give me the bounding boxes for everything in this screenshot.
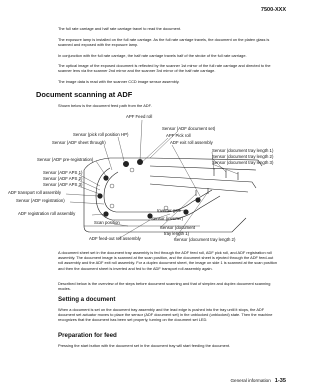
label-sensor-document-line2: tray length 1) [164,231,190,236]
label-adf-exit-roll-assembly: ADF exit roll assembly [170,140,213,145]
subsection-preparation-title: Preparation for feed [58,332,117,339]
label-adf-feed-out-roll-assembly: ADF feed-out roll assembly [89,236,141,241]
footer-section-name: General information [230,378,271,383]
label-sensor-adf-sheet-through: Sensor (ADF sheet through) [52,140,106,145]
page-number: 1-35 [274,378,286,384]
intro-paragraph-4: The optical image of the exposed document is reflected by the scanner 1st mirror of the full rate carriage and directed to the scanner lens via the scanner 2nd mirror and the scanner 3rd mirror of the half rate carriage. [58,63,271,74]
label-sensor-adf-pre-registration: Sensor (ADF pre-registration) [37,157,94,162]
document-code: 7500-XXX [260,7,286,13]
label-scan-position: Scan position [94,220,120,225]
label-sensor-adf-document-set: Sensor (ADF document set) [162,126,216,131]
intro-paragraph-5: The image data is read with the scanner CCD image sensor assembly. [58,79,180,84]
label-sensor-inverter: Sensor (inverter) [151,216,183,221]
label-sensor-adf-aps-2: Sensor (ADF APS 2) [43,176,83,181]
label-sensor-adf-registration: Sensor (ADF registration) [16,198,65,203]
subsection-setting-document-text: When a document is set on the document tray assembly and the lead edge is pushed into the tray until it stops, the ADF document set actuator moves to place the sensor (ADF document set) in the unblocked (unblocked) state. Then the machine recognizes that the document has been set properly, turning on the document set LED. [58,307,273,323]
label-inverter-gate: Inverter gate [157,208,182,213]
label-apf-pick-roll: APF Pick roll [166,133,191,138]
description-paragraph-2: Described below is the overview of the steps before document scanning and that of simplex and duplex document scanning modes. [58,281,271,292]
label-sensor-adf-aps-3: Sensor (ADF APS 3) [43,182,83,187]
page-footer [230,378,286,384]
description-paragraph-1: A document sheet set in the document tray assembly is fed through the ADF feed roll, ADF pick roll, and ADF registration roll assembly. The document image is scanned at the scan position, and the document sheet is ejected through the ADF feed-out roll assembly and the ADF exit roll assembly. For a duplex document sheet, the image on side 1 is scanned at the scan position and then the document sheet is inverted and fed to the ADF transport roll assembly again. [58,250,277,271]
label-adf-registration-roll-assembly: ADF registration roll assembly [18,211,76,216]
label-sensor-adf-aps-1: Sensor (ADF APS 1) [43,170,83,175]
label-apf-feed-roll: APF Feed roll [126,114,153,119]
section-title: Document scanning at ADF [36,90,133,99]
label-sensor-document-tray-length-2: Sensor (document tray length 2) [212,154,274,159]
label-sensor-pick-roll-position-hp: Sensor (pick roll position HP) [73,132,129,137]
label-sensor-document-line1: Sensor (document [160,225,196,230]
subsection-preparation-text: Pressing the start button with the document set in the document tray will start feeding the document. [58,343,231,348]
subsection-setting-document-title: Setting a document [58,296,116,303]
intro-paragraph-3: In conjunction with the full rate carriage, the half rate carriage travels half of the stroke of the full rate carriage. [58,53,247,58]
label-sensor-document-tray-length-1: Sensor (document tray length 1) [212,148,274,153]
intro-paragraph-2: The exposure lamp is installed on the full rate carriage. As the full rate carriage travels, the document on the platen glass is scanned and exposed with the exposure lamp. [58,37,270,48]
label-sensor-document-tray-length-3: Sensor (document tray length 3) [212,160,274,165]
intro-paragraph-1: The full rate carriage and half rate carriage travel to read the document. [58,26,182,31]
label-sensor-document-tray-length-2-bottom: Sensor (document tray length 2) [174,237,236,242]
label-adf-transport-roll-assembly: ADF transport roll assembly [8,190,62,195]
section-intro: Shown below is the document feed path from the ADF. [58,103,152,108]
